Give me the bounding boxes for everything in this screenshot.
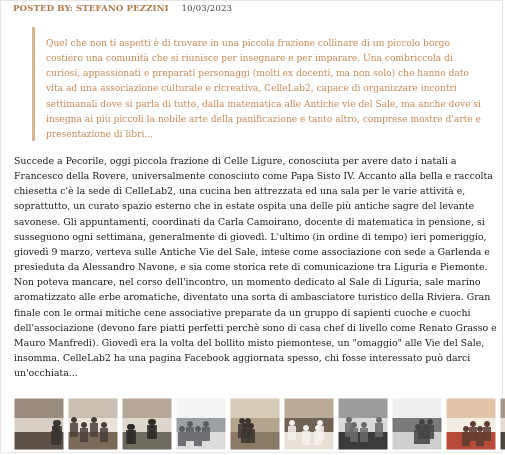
post-author[interactable]: POSTED BY: STEFANO PEZZINI (13, 4, 169, 14)
post-excerpt-quote (32, 27, 494, 141)
photo-kitchen-cooks[interactable] (338, 398, 388, 450)
photo-kitchen-counter[interactable] (176, 398, 226, 450)
photo-dining-room[interactable] (284, 398, 334, 450)
photo-meeting-group[interactable] (68, 398, 118, 450)
photo-dining-tables[interactable] (230, 398, 280, 450)
post-byline (13, 4, 232, 14)
photo-audience[interactable] (122, 398, 172, 450)
photo-meeting-room[interactable] (14, 398, 64, 450)
quote-text: Quel che non ti aspetti è di trovare in una piccola frazione collinare di un piccolo borgo costiero una comunità che si riunisce per insegnare e per imparare. Una combriccola di curiosi, appassionati e preparati personaggi (molti ex docenti, ma non solo) che hanno dato vita ad una associazione culturale e ricreativa, CelleLab2, capace di organizzare incontri settimanali dove si parla di tutto, dalla matematica alle Antiche vie del Sale, ma anche dove si insegna ai più piccoli la nobile arte della panificazione e tanto altro, comprese mostre d'arte e presentazione di libri... (46, 39, 481, 140)
photo-gallery (14, 398, 497, 450)
photo-group-standing[interactable] (500, 398, 505, 450)
photo-kitchen-stove[interactable] (392, 398, 442, 450)
post-date: 10/03/2023 (181, 4, 233, 14)
post-body: Succede a Pecorile, oggi piccola frazione di Celle Ligure, conosciuta per avere dato i natali a Francesco della Rovere, universalmente conosciuto come Papa Sisto IV. Accanto alla bella e raccolta chiesetta c'è la sede di CelleLab2, una cucina ben attrezzata ed una sala per le varie attività e, soprattutto, un curato spazio esterno che in estate ospita una delle più antiche sagre del levante savonese. Gli appuntamenti, coordinati da Carla Camoirano, docente di matematica in pensione, si susseguono ogni settimana, generalmente di giovedì. L'ultimo (in ordine di tempo) ieri pomeriggio, giovedì 9 marzo, verteva sulle Antiche Vie del Sale, intese come associazione con sede a Garlenda e presieduta da Alessandro Navone, e sia come storica rete di comunicazione tra Liguria e Piemonte. Non poteva mancare, nel corso dell'incontro, un momento dedicato al Sale di Liguria, sale marino aromatizzato alle erbe aromatiche, diventato una sorta di ambasciatore turistico della Riviera. Gran finale con le ormai mitiche cene associative preparate da un gruppo di sapienti cuoche e cuochi dell'associazione (devono fare piatti perfetti perchè sono di casa chef di livello come Renato Grasso e Mauro Manfredi). Giovedì era la volta del bollito misto piemontese, un "omaggio" alle Vie del Sale, insomma. CelleLab2 ha una pagina Facebook aggiornata spesso, chi fosse interessato può darci un'occhiata... (14, 156, 497, 380)
photo-served-dish[interactable] (446, 398, 496, 450)
